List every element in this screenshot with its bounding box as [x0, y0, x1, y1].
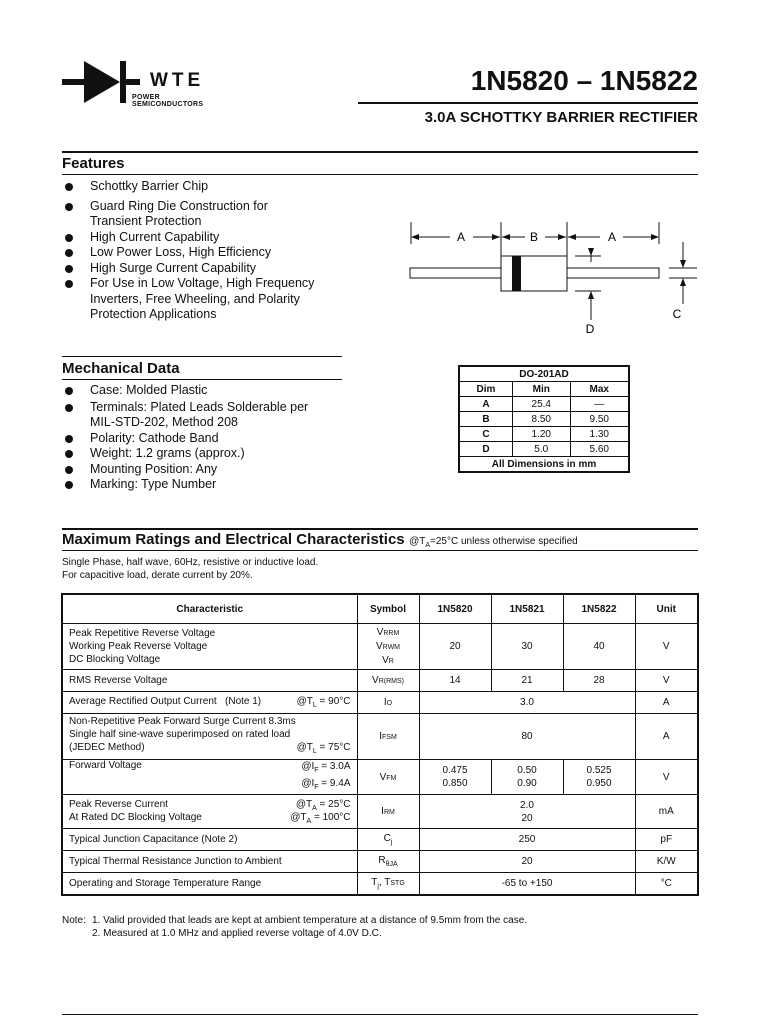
sym-sub: j	[390, 839, 393, 846]
table-row	[459, 412, 629, 427]
dim-cell: B	[459, 412, 513, 427]
symbol-cell	[357, 851, 419, 873]
cond-prefix: @T	[409, 536, 426, 547]
dim-header: Min	[513, 382, 571, 397]
mechanical-list	[62, 383, 362, 493]
list-item: Terminals: Plated Leads Solderable per	[62, 400, 362, 416]
table-row	[62, 624, 698, 670]
list-item: Case: Molded Plastic	[62, 383, 362, 399]
sym-sub: R(RMS)	[378, 678, 404, 685]
list-item: Transient Protection	[90, 214, 202, 228]
cond: = 25°C	[316, 798, 351, 810]
dim-cell: 25.4	[513, 397, 571, 412]
sym: V	[372, 675, 379, 686]
char-cond	[290, 812, 350, 825]
table-row	[62, 851, 698, 873]
unit-cell: V	[635, 624, 698, 670]
symbol-cell	[357, 873, 419, 895]
sym-sub: STG	[390, 879, 405, 887]
ratings-rule-bottom	[62, 550, 698, 551]
char-line: Peak Reverse Current	[69, 798, 168, 810]
ratings-condition	[409, 536, 578, 547]
cond-sub: A	[425, 542, 431, 549]
value-cell: 40	[563, 624, 635, 670]
features-rule-bottom	[62, 174, 698, 175]
dim-label-d: D	[585, 322, 595, 336]
ratings-rule-top	[62, 528, 698, 530]
cond: = 90°C	[316, 696, 351, 707]
part-title: 1N5820 – 1N5822	[470, 65, 698, 96]
note-label: Note:	[62, 915, 86, 926]
dim-package: DO-201AD	[459, 366, 629, 382]
value-cell	[491, 760, 563, 795]
table-row	[62, 760, 698, 795]
sym-sub: θJA	[385, 861, 398, 868]
char-line: DC Blocking Voltage	[69, 654, 161, 665]
sym: , T	[378, 876, 391, 888]
list-item: MIL-STD-202, Method 208	[90, 415, 238, 429]
char-line: Single half sine-wave superimposed on rated load	[69, 729, 291, 740]
sym: I	[383, 697, 387, 708]
list-item: Weight: 1.2 grams (approx.)	[62, 446, 362, 462]
value-cell: 20	[419, 851, 635, 873]
value-cell: 28	[563, 670, 635, 692]
value-cell	[419, 760, 491, 795]
table-row	[62, 795, 698, 829]
package-diagram	[405, 220, 705, 340]
symbol-cell	[357, 714, 419, 760]
sym: V	[376, 626, 384, 638]
sym: I	[379, 731, 382, 742]
dim-label-a1: A	[456, 230, 466, 244]
value-cell: 80	[419, 714, 635, 760]
dim-cell: A	[459, 397, 513, 412]
features-title: Features	[62, 155, 125, 172]
char-cell	[62, 714, 357, 760]
symbol-cell	[357, 760, 419, 795]
dim-cell: 1.30	[570, 427, 629, 442]
value-cell: 3.0	[419, 692, 635, 714]
char-line: Working Peak Reverse Voltage	[69, 641, 208, 652]
ratings-title: Maximum Ratings and Electrical Characteristics	[62, 531, 405, 548]
list-item: Schottky Barrier Chip	[62, 179, 362, 195]
features-list	[62, 179, 362, 323]
ratings-note-1: Single Phase, half wave, 60Hz, resistive or inductive load.	[62, 557, 319, 568]
char-cond	[301, 760, 350, 794]
sym-sub: O	[386, 700, 393, 707]
sym: V	[382, 654, 389, 666]
ratings-note-2: For capacitive load, derate current by 20%.	[62, 570, 253, 581]
table-row	[62, 714, 698, 760]
sym: V	[379, 771, 387, 783]
list-item: High Surge Current Capability	[62, 261, 362, 277]
dim-header: Max	[570, 382, 629, 397]
cond: = 3.0A	[318, 761, 351, 772]
dim-cell: C	[459, 427, 513, 442]
sym-sub: R	[388, 657, 394, 665]
char-note: (Note 1)	[225, 696, 262, 707]
list-item: Polarity: Cathode Band	[62, 431, 362, 447]
cond: = 9.4A	[318, 778, 351, 789]
cond: @T	[296, 696, 313, 707]
char-cell: RMS Reverse Voltage	[62, 670, 357, 692]
mech-rule-top	[62, 356, 342, 357]
ratings-heading	[62, 531, 578, 549]
ratings-notes	[62, 556, 318, 582]
list-item: Marking: Type Number	[62, 477, 362, 493]
dim-header: Dim	[459, 382, 513, 397]
dim-cell: 5.0	[513, 442, 571, 457]
symbol-cell	[357, 692, 419, 714]
list-item: For Use in Low Voltage, High Frequency	[62, 276, 362, 292]
unit-cell: V	[635, 670, 698, 692]
dim-cell: D	[459, 442, 513, 457]
value-cell	[563, 760, 635, 795]
symbol-cell	[357, 829, 419, 851]
char-line: Non-Repetitive Peak Forward Surge Current 8.3ms	[69, 716, 296, 727]
char-line: (JEDEC Method)	[69, 742, 145, 753]
value-line: 20	[521, 812, 533, 824]
wte-logo	[62, 60, 227, 108]
sym-sub: RWM	[382, 643, 401, 651]
cond-sub: A	[306, 817, 312, 825]
sym-sub: FSM	[382, 734, 397, 741]
symbol-cell	[357, 624, 419, 670]
char-line: At Rated DC Blocking Voltage	[69, 811, 202, 823]
list-item: Protection Applications	[90, 307, 217, 321]
list-item: Mounting Position: Any	[62, 462, 362, 478]
char-line: Peak Repetitive Reverse Voltage	[69, 628, 216, 639]
dim-label-b: B	[529, 230, 539, 244]
char-cell	[62, 760, 357, 795]
cond-sub: F	[314, 767, 319, 774]
col-header: 1N5822	[563, 594, 635, 624]
symbol-cell	[357, 670, 419, 692]
sym: R	[378, 855, 386, 866]
char-cond	[296, 799, 351, 812]
unit-cell: A	[635, 692, 698, 714]
table-row	[459, 427, 629, 442]
table-row	[62, 829, 698, 851]
dim-label-c: C	[672, 307, 682, 321]
value-cell: 250	[419, 829, 635, 851]
part-subtitle: 3.0A SCHOTTKY BARRIER RECTIFIER	[424, 109, 698, 126]
char-cond	[297, 741, 351, 758]
char-cell	[62, 624, 357, 670]
cond: @T	[295, 798, 313, 810]
mechanical-title: Mechanical Data	[62, 360, 180, 377]
col-header: Symbol	[357, 594, 419, 624]
sym: T	[371, 876, 378, 888]
col-header: 1N5820	[419, 594, 491, 624]
table-row	[62, 692, 698, 714]
ratings-table	[61, 593, 699, 896]
value-cell: -65 to +150	[419, 873, 635, 895]
sym-sub: RM	[383, 809, 395, 816]
value-cell: 21	[491, 670, 563, 692]
unit-cell: K/W	[635, 851, 698, 873]
note-1: 1. Valid provided that leads are kept at ambient temperature at a distance of 9.5mm from the case.	[92, 915, 528, 926]
cond-rest: =25°C unless otherwise specified	[430, 536, 578, 547]
cond: = 100°C	[311, 811, 351, 823]
unit-cell: V	[635, 760, 698, 795]
sym: V	[375, 640, 383, 652]
char-text: Average Rectified Output Current	[69, 696, 217, 707]
dim-cell: —	[570, 397, 629, 412]
dim-cell: 9.50	[570, 412, 629, 427]
char-cell	[62, 692, 357, 714]
value-line: 0.525	[586, 765, 612, 776]
sym-sub: j	[377, 882, 379, 890]
unit-cell: °C	[635, 873, 698, 895]
logo-subtitle: POWER SEMICONDUCTORS	[132, 94, 204, 108]
sym-sub: RRM	[383, 629, 400, 637]
cond: @I	[301, 778, 315, 789]
sym: C	[383, 833, 391, 844]
char-cell: Operating and Storage Temperature Range	[62, 873, 357, 895]
table-row	[459, 397, 629, 412]
dim-label-a2: A	[607, 230, 617, 244]
value-line: 2.0	[520, 799, 534, 811]
cond-sub: L	[312, 748, 317, 755]
table-row	[62, 670, 698, 692]
features-rule-top	[62, 151, 698, 153]
value-line: 0.90	[517, 778, 537, 789]
sym-sub: FM	[386, 774, 397, 782]
value-cell	[419, 795, 635, 829]
value-line: 0.50	[517, 765, 537, 776]
footnotes	[62, 914, 702, 940]
table-header-row	[62, 594, 698, 624]
char-text: Forward Voltage	[69, 760, 142, 771]
char-cell: Typical Junction Capacitance (Note 2)	[62, 829, 357, 851]
col-header: 1N5821	[491, 594, 563, 624]
cond: = 75°C	[316, 742, 351, 753]
value-line: 0.475	[442, 765, 468, 776]
cond-sub: F	[314, 784, 319, 791]
cond: @T	[290, 811, 307, 823]
value-cell: 30	[491, 624, 563, 670]
table-row	[62, 873, 698, 895]
dim-footer: All Dimensions in mm	[459, 457, 629, 473]
dim-cell: 5.60	[570, 442, 629, 457]
list-item: High Current Capability	[62, 230, 362, 246]
unit-cell: pF	[635, 829, 698, 851]
dim-cell: 1.20	[513, 427, 571, 442]
sym: I	[381, 806, 384, 817]
list-item: Guard Ring Die Construction for	[62, 199, 362, 215]
dimension-table	[458, 365, 630, 473]
value-line: 0.850	[442, 778, 468, 789]
col-header: Unit	[635, 594, 698, 624]
cond-sub: L	[312, 702, 317, 709]
logo-brand: WTE	[150, 70, 205, 91]
unit-cell: A	[635, 714, 698, 760]
table-row	[459, 442, 629, 457]
char-cell	[62, 795, 357, 829]
cond: @I	[301, 761, 315, 772]
mech-rule-bottom	[62, 379, 342, 380]
footer-rule	[62, 1014, 698, 1015]
char-cond	[297, 696, 351, 709]
dim-cell: 8.50	[513, 412, 571, 427]
col-header: Characteristic	[62, 594, 357, 624]
header-rule	[358, 102, 698, 104]
cond: @T	[296, 742, 313, 753]
note-2: 2. Measured at 1.0 MHz and applied reverse voltage of 4.0V D.C.	[92, 928, 382, 939]
list-item: Low Power Loss, High Efficiency	[62, 245, 362, 261]
unit-cell: mA	[635, 795, 698, 829]
value-line: 0.950	[586, 778, 612, 789]
list-item: Inverters, Free Wheeling, and Polarity	[90, 291, 300, 306]
cond-sub: A	[312, 804, 317, 812]
value-cell: 14	[419, 670, 491, 692]
diode-logo-icon	[62, 60, 140, 104]
char-cell: Typical Thermal Resistance Junction to Ambient	[62, 851, 357, 873]
symbol-cell	[357, 795, 419, 829]
value-cell: 20	[419, 624, 491, 670]
